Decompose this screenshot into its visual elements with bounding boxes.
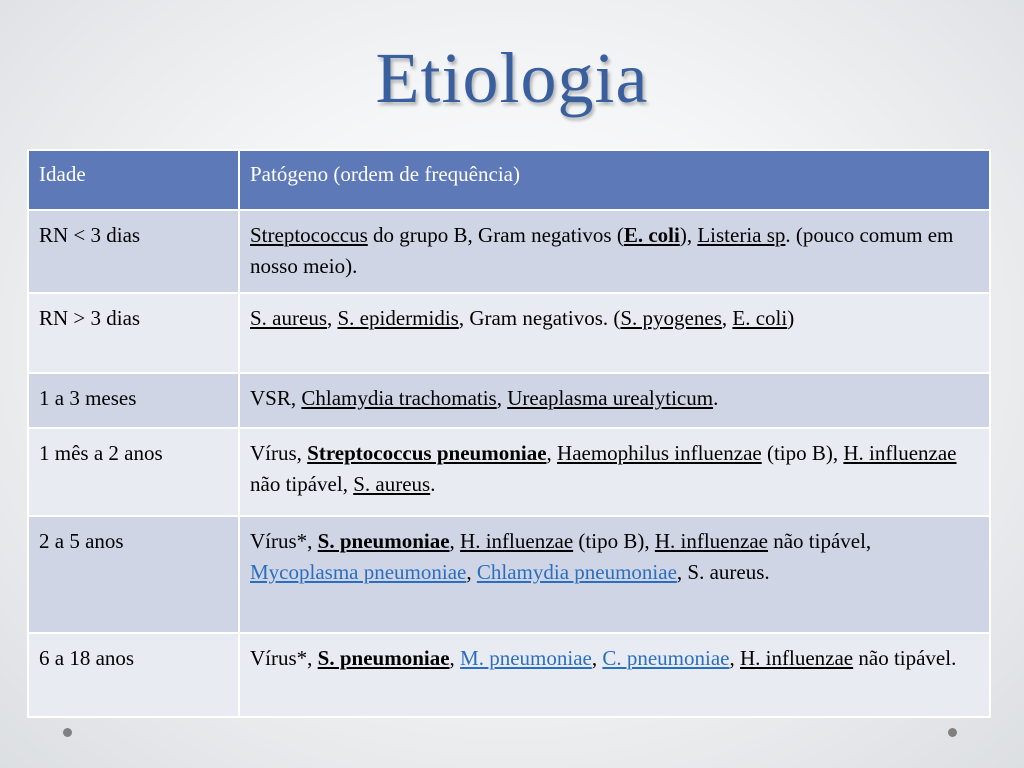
pathogen-name: S. aureus [250,306,327,330]
pathogen-name: H. influenzae [654,529,768,553]
pathogen-name: Ureaplasma urealyticum [507,386,714,410]
pathogen-text: do grupo B, Gram negativos ( [367,223,624,247]
pathogen-text: não tipável, [250,472,354,496]
age-cell: RN < 3 dias [28,210,239,293]
age-cell: 1 mês a 2 anos [28,428,239,516]
header-age: Idade [28,150,239,210]
pathogen-name: S. pyogenes [620,306,722,330]
etiology-table [27,149,991,718]
pathogen-name-primary: Streptococcus pneumoniae [307,441,547,465]
pathogen-text: VSR, [250,386,302,410]
pathogen-name: S. epidermidis [337,306,459,330]
pathogen-name-primary: S. pneumoniae [317,646,450,670]
pathogen-cell [239,516,990,633]
pathogen-name: Listeria sp [697,223,786,247]
pathogen-text: , [546,441,558,465]
pathogen-cell [239,373,990,428]
table-row [28,428,990,516]
pathogen-cell [239,428,990,516]
pathogen-name-primary: E. coli [623,223,680,247]
table-row [28,373,990,428]
pathogen-name: Haemophilus influenzae [557,441,762,465]
pathogen-text: não tipável. [853,646,957,670]
pathogen-text: . [713,386,719,410]
pathogen-text: . (pouco comum em nosso meio). [250,223,954,278]
table-row [28,210,990,293]
table-body [28,210,990,717]
pathogen-text: , [591,646,603,670]
pathogen-text: , [721,306,733,330]
etiology-table-container [27,149,989,718]
header-pathogen: Patógeno (ordem de frequência) [239,150,990,210]
pathogen-text: Vírus*, [250,646,318,670]
pathogen-text: , [496,386,508,410]
table-row [28,293,990,373]
pathogen-link[interactable]: Chlamydia pneumoniae [476,560,677,584]
pathogen-text: Vírus*, [250,529,318,553]
pathogen-text: , S. aureus. [676,560,770,584]
age-cell: RN > 3 dias [28,293,239,373]
pathogen-text: , [449,529,461,553]
pathogen-cell [239,293,990,373]
pathogen-text: não tipável, [767,529,872,553]
table-header-row [28,150,990,210]
pathogen-text: , [729,646,740,670]
pathogen-link[interactable]: M. pneumoniae [460,646,592,670]
pathogen-cell [239,210,990,293]
pathogen-text: ) [787,306,795,330]
pathogen-name: E. coli [732,306,788,330]
slide-title: Etiologia [375,38,649,118]
pathogen-name: Streptococcus [250,223,368,247]
pathogen-text: , Gram negativos. ( [458,306,621,330]
pathogen-name-primary: S. pneumoniae [317,529,450,553]
pathogen-text: ), [679,223,698,247]
table-row [28,633,990,717]
pathogen-text: Vírus, [250,441,308,465]
pathogen-text: , [327,306,338,330]
pathogen-link[interactable]: Mycoplasma pneumoniae [250,560,467,584]
bottom-right-dot-decoration [948,728,957,737]
table-row [28,516,990,633]
pathogen-cell [239,633,990,717]
pathogen-name: H. influenzae [460,529,574,553]
age-cell: 1 a 3 meses [28,373,239,428]
pathogen-text: . [430,472,436,496]
pathogen-name: H. influenzae [740,646,854,670]
pathogen-text: , [449,646,461,670]
bottom-left-dot-decoration [63,728,72,737]
age-cell: 6 a 18 anos [28,633,239,717]
pathogen-name: Chlamydia trachomatis [301,386,497,410]
pathogen-text: (tipo B), [761,441,844,465]
pathogen-text: (tipo B), [573,529,655,553]
pathogen-link[interactable]: C. pneumoniae [602,646,730,670]
pathogen-name: H. influenzae [843,441,957,465]
pathogen-text: , [466,560,477,584]
age-cell: 2 a 5 anos [28,516,239,633]
pathogen-name: S. aureus [353,472,431,496]
